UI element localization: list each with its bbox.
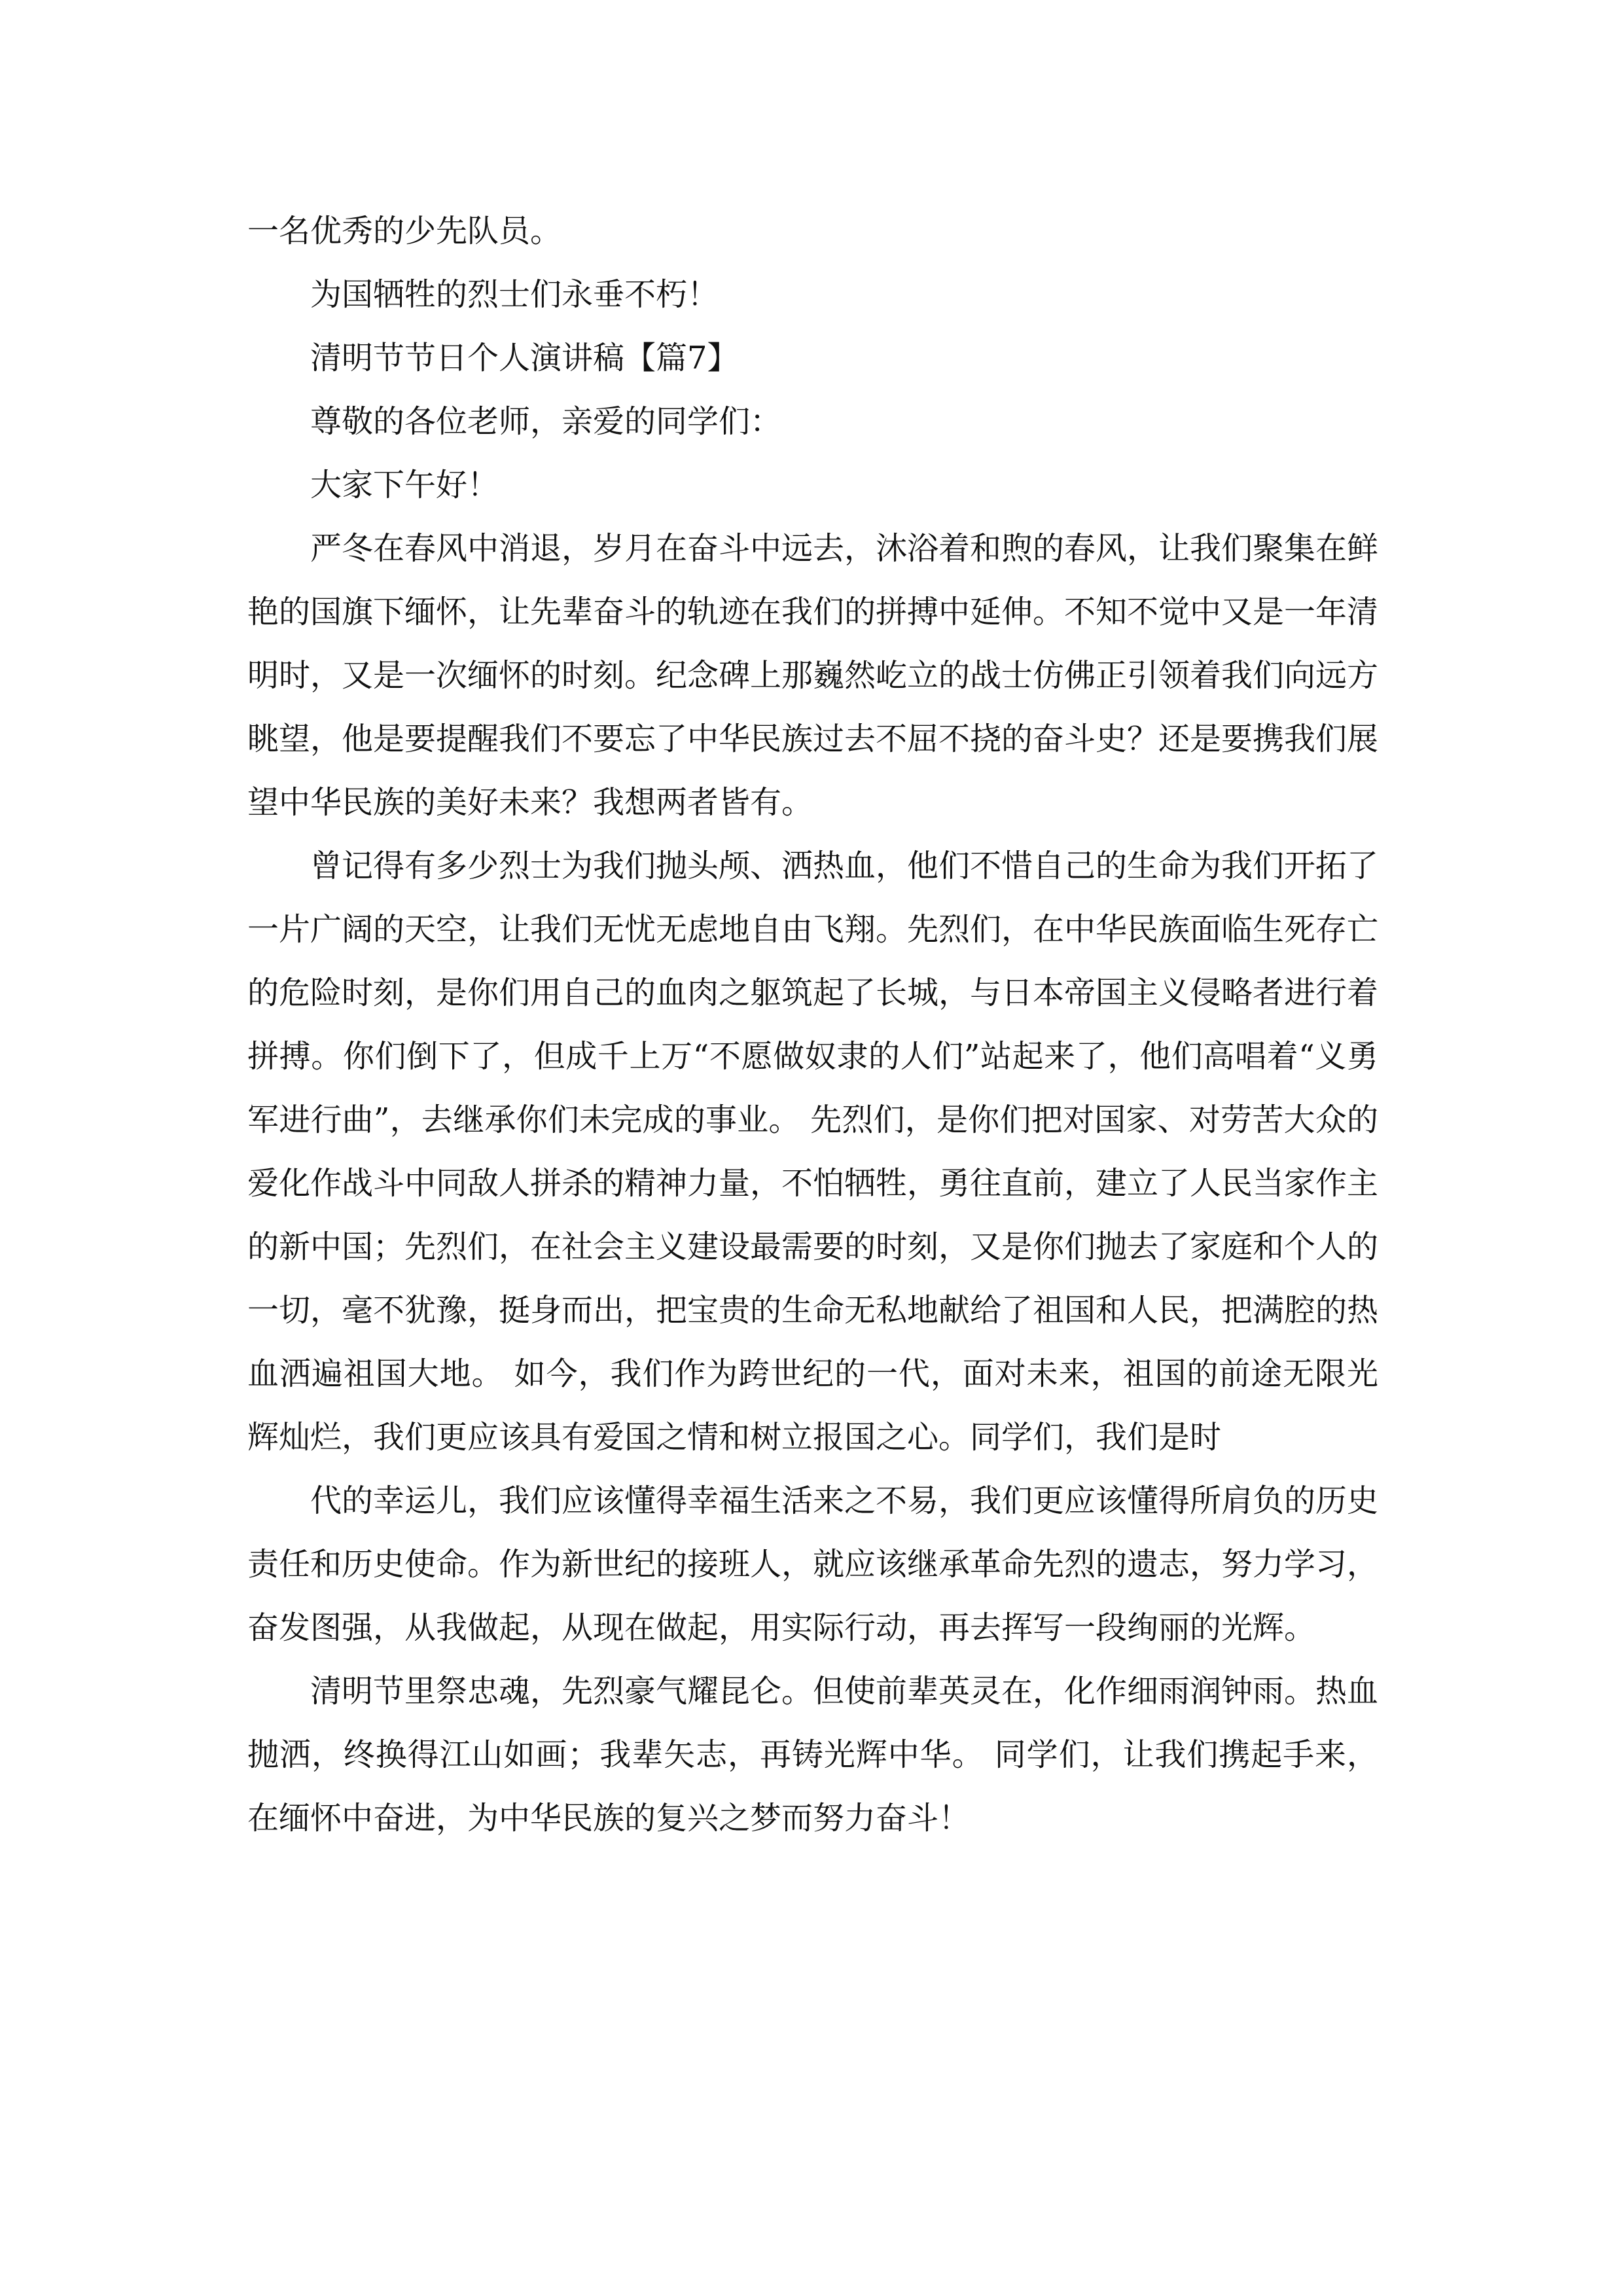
section-heading: 清明节节日个人演讲稿【篇7】 <box>310 340 739 376</box>
paragraph: 曾记得有多少烈士为我们抛头颅、洒热血，他们不惜自己的生命为我们开拓了一片广阔的天空，让我们无忧无虑地自由飞翔。先烈们，在中华民族面临生死存亡的危险时刻，是你们用自己的血肉之躯筑起了长城，与日本帝国主义侵略者进行着拼搏。你们倒下了，但成千上万“不愿做奴隶的人们”站起来了，他们高唱着“义勇军进行曲”，去继承你们未完成的事业。 先烈们，是你们把对国家、对劳苦大众的爱化作战斗中同敌人拼杀的精神力量，不怕牺牲，勇往直前，建立了人民当家作主的新中国；先烈们，在社会主义建设最需要的时刻，又是你们抛去了家庭和个人的一切，毫不犹豫，挺身而出，把宝贵的生命无私地献给了祖国和人民，把满腔的热血洒遍祖国大地。 如今，我们作为跨世纪的一代，面对未来，祖国的前途无限光辉灿烂，我们更应该具有爱国之情和树立报国之心。同学们，我们是时 <box>247 848 1379 1456</box>
greeting: 大家下午好！ <box>310 467 499 503</box>
paragraph: 代的幸运儿，我们应该懂得幸福生活来之不易，我们更应该懂得所肩负的历史责任和历史使命。作为新世纪的接班人，就应该继承革命先烈的遗志，努力学习，奋发图强，从我做起，从现在做起，用实际行动，再去挥写一段绚丽的光辉。 <box>247 1482 1379 1646</box>
document-body <box>247 200 1378 1850</box>
paragraph: 严冬在春风中消退，岁月在奋斗中远去，沐浴着和煦的春风，让我们聚集在鲜艳的国旗下缅怀，让先辈奋斗的轨迹在我们的拼搏中延伸。不知不觉中又是一年清明时，又是一次缅怀的时刻。纪念碑上那巍然屹立的战士仿佛正引领着我们向远方眺望，他是要提醒我们不要忘了中华民族过去不屈不挠的奋斗史？还是要携我们展望中华民族的美好未来？我想两者皆有。 <box>247 530 1379 821</box>
paragraph: 为国牺牲的烈士们永垂不朽！ <box>310 276 719 313</box>
salutation: 尊敬的各位老师，亲爱的同学们： <box>310 403 782 440</box>
paragraph: 清明节里祭忠魂，先烈豪气耀昆仑。但使前辈英灵在，化作细雨润钟雨。热血抛洒，终换得江山如画；我辈矢志，再铸光辉中华。 同学们，让我们携起手来，在缅怀中奋进，为中华民族的复兴之梦而努力奋斗！ <box>247 1673 1379 1837</box>
paragraph: 一名优秀的少先队员。 <box>247 213 562 249</box>
